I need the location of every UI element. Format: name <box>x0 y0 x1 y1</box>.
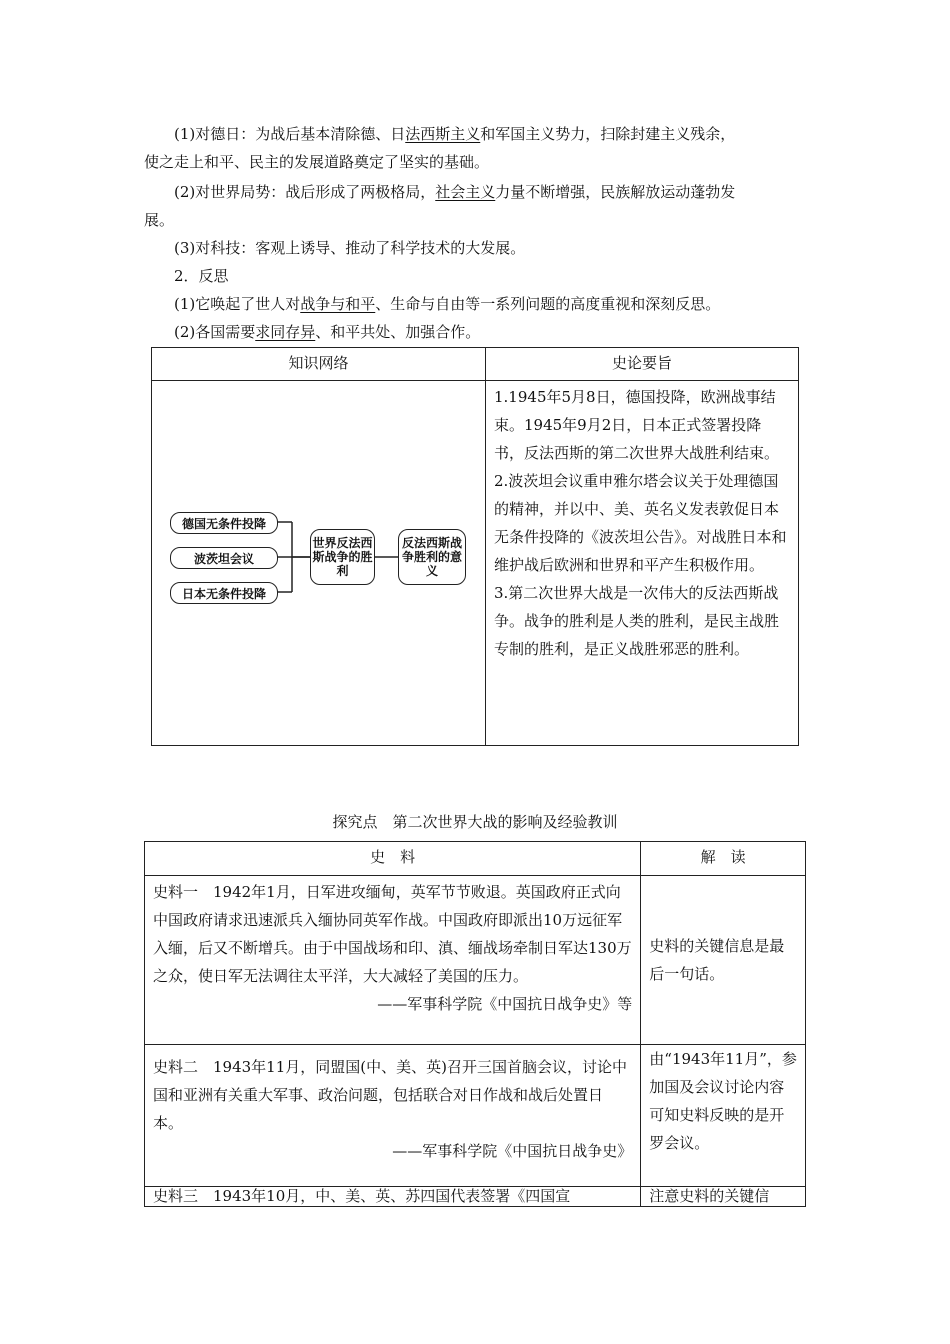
reflection-2 <box>174 318 480 346</box>
material-1-source: ——军事科学院《中国抗日战争史》等 <box>377 995 633 1013</box>
key-points-cell <box>486 381 799 746</box>
text: 力量不断增强，民族解放运动蓬勃发 <box>495 183 736 201</box>
text: 、和平共处、加强合作。 <box>315 323 481 341</box>
paragraph-1 <box>174 120 735 148</box>
node-potsdam-conference: 波茨坦会议 <box>170 547 278 569</box>
historical-materials-table <box>144 841 806 1207</box>
reflection-1 <box>174 290 720 318</box>
material-1 <box>145 876 641 1045</box>
underlined-term: 社会主义 <box>435 183 496 201</box>
interpretation-3: 注意史料的关键信 <box>641 1187 806 1207</box>
diagram-cell <box>152 381 486 746</box>
material-3-text: 史料三 1943年10月，中、美、英、苏四国代表签署《四国宣 <box>145 1187 641 1207</box>
header-interpretation: 解 读 <box>641 842 806 876</box>
material-2 <box>145 1045 641 1187</box>
header-knowledge-network: 知识网络 <box>152 348 486 381</box>
material-2-source: ——军事科学院《中国抗日战争史》 <box>392 1142 633 1160</box>
section-heading-reflection: 2．反思 <box>174 267 229 285</box>
key-point-1: 1.1945年5月8日，德国投降，欧洲战事结束。1945年9月2日，日本正式签署投降书，反法西斯的第二次世界大战胜利结束。 <box>494 388 780 462</box>
underlined-term: 求同存异 <box>255 323 316 341</box>
interpretation-2: 由“1943年11月”，参加国及会议讨论内容可知史料反映的是开罗会议。 <box>641 1045 806 1187</box>
node-victory-significance: 反法西斯战争胜利的意义 <box>398 529 466 585</box>
paragraph-2-cont: 展。 <box>144 211 175 229</box>
node-war-victory: 世界反法西斯战争的胜利 <box>310 529 375 585</box>
paragraph-3: (3)对科技：客观上诱导、推动了科学技术的大发展。 <box>174 239 526 257</box>
paragraph-1-cont: 使之走上和平、民主的发展道路奠定了坚实的基础。 <box>144 153 490 171</box>
text: (1)它唤起了世人对 <box>174 295 301 313</box>
section-title: 探究点 第二次世界大战的影响及经验教训 <box>332 813 618 831</box>
header-key-points: 史论要旨 <box>486 348 799 381</box>
underlined-term: 法西斯主义 <box>405 125 481 143</box>
text: (2)各国需要 <box>174 323 256 341</box>
underlined-term: 战争与和平 <box>300 295 376 313</box>
node-germany-surrender: 德国无条件投降 <box>170 512 278 534</box>
interpretation-1: 史料的关键信息是最后一句话。 <box>641 876 806 1045</box>
key-point-2: 2.波茨坦会议重申雅尔塔会议关于处理德国的精神，并以中、美、英名义发表敦促日本无条件投降的《波茨坦公告》。对战胜日本和维护战后欧洲和世界和平产生积极作用。 <box>494 472 787 574</box>
text: (1)对德日：为战后基本清除德、日 <box>174 125 406 143</box>
text: 、生命与自由等一系列问题的高度重视和深刻反思。 <box>375 295 721 313</box>
text: (2)对世界局势：战后形成了两极格局， <box>174 183 436 201</box>
knowledge-diagram <box>152 381 485 745</box>
key-point-3: 3.第二次世界大战是一次伟大的反法西斯战争。战争的胜利是人类的胜利，是民主战胜专制的胜利，是正义战胜邪恶的胜利。 <box>494 584 780 658</box>
material-2-text: 史料二 1943年11月，同盟国(中、美、英)召开三国首脑会议，讨论中国和亚洲有关重大军事、政治问题，包括联合对日作战和战后处置日本。 <box>153 1058 627 1132</box>
header-materials: 史 料 <box>145 842 641 876</box>
knowledge-table <box>151 347 799 746</box>
node-japan-surrender: 日本无条件投降 <box>170 582 278 604</box>
material-1-text: 史料一 1942年1月，日军进攻缅甸，英军节节败退。英国政府正式向中国政府请求迅速派兵入缅协同英军作战。中国政府即派出10万远征军入缅，后又不断增兵。由于中国战场和印、滇、缅战场牵制日军达130万之众，使日军无法调往太平洋，大大减轻了美国的压力。 <box>153 883 632 985</box>
text: 和军国主义势力，扫除封建主义残余， <box>480 125 736 143</box>
paragraph-2 <box>174 178 735 206</box>
